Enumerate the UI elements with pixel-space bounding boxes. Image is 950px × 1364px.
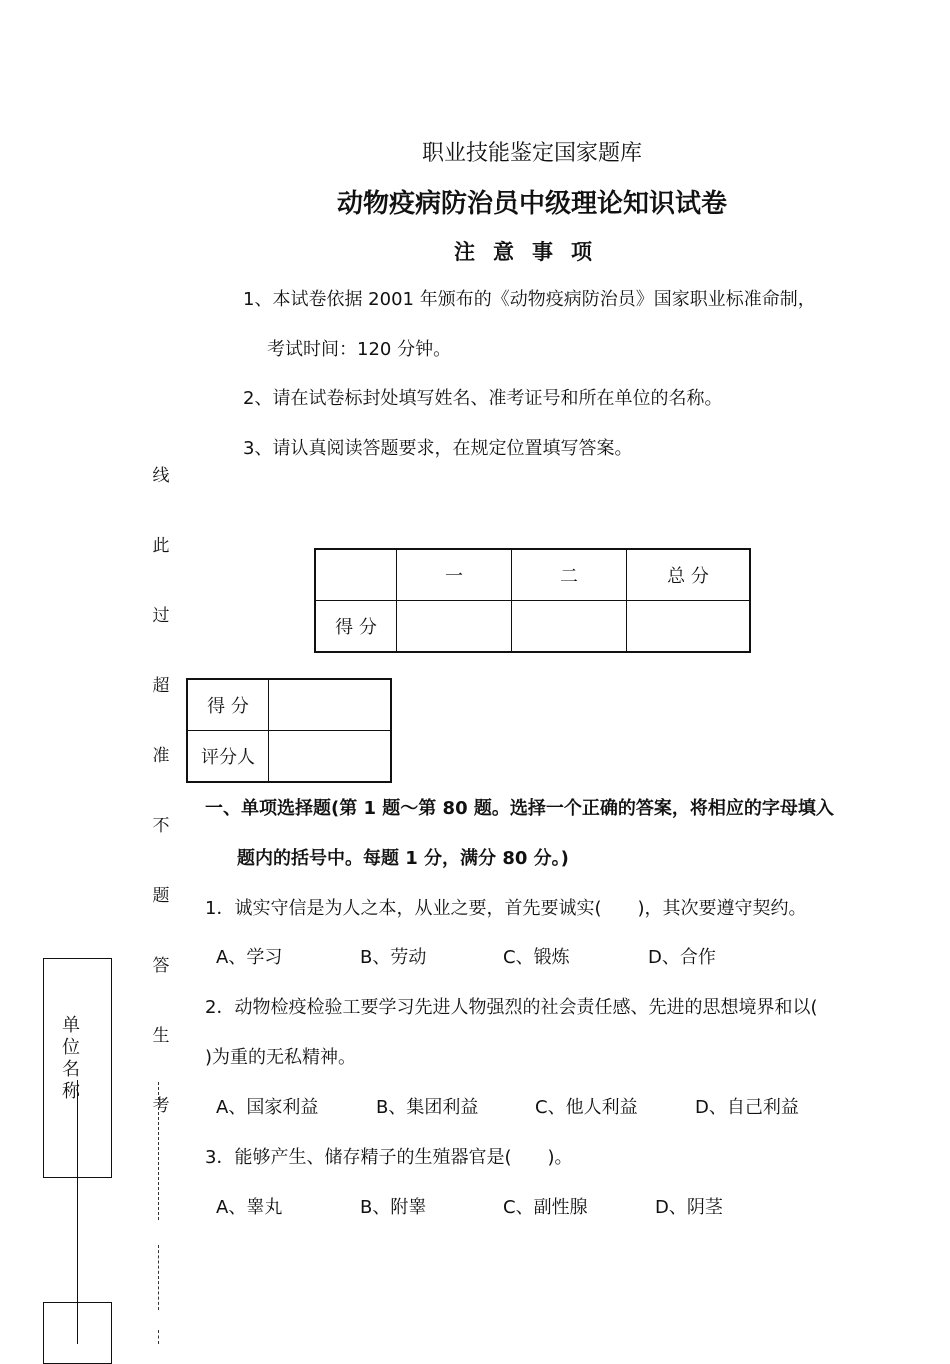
question-option: A、学习: [216, 947, 283, 968]
side-char: 答: [152, 956, 170, 976]
side-char: 不: [152, 816, 170, 836]
question-option: C、锻炼: [503, 947, 570, 968]
note-2: 2、请在试卷标封处填写姓名、准考证号和所在单位的名称。: [243, 388, 723, 409]
candidate-info-box[interactable]: [43, 1302, 112, 1364]
exam-title: 动物疫病防治员中级理论知识试卷: [336, 189, 727, 219]
score-table-header-part2: 二: [512, 549, 627, 601]
question-option: D、自己利益: [695, 1097, 799, 1118]
note-1: 1、本试卷依据 2001 年颁布的《动物疫病防治员》国家职业标准命制，: [243, 289, 816, 310]
section-grader-table: [186, 678, 392, 783]
section1-heading: 一、单项选择题(第 1 题～第 80 题。选择一个正确的答案，将相应的字母填入: [205, 798, 834, 819]
question-text: 3．能够产生、储存精子的生殖器官是( )。: [205, 1147, 573, 1168]
score-table-header-part1: 一: [397, 549, 512, 601]
exam-subtitle: 职业技能鉴定国家题库: [421, 141, 642, 166]
question-option: A、睾丸: [216, 1197, 283, 1218]
score-summary-table: [314, 548, 751, 653]
question-text: 1．诚实守信是为人之本，从业之要，首先要诚实( )，其次要遵守契约。: [205, 898, 807, 919]
side-char: 线: [152, 466, 170, 486]
side-char: 准: [152, 746, 170, 766]
grader-score-label: 得 分: [187, 679, 269, 731]
score-cell-part2[interactable]: [512, 601, 627, 653]
question-text-cont: )为重的无私精神。: [205, 1047, 357, 1068]
grader-name-cell[interactable]: [269, 731, 392, 783]
notes-title: 注意事项: [454, 240, 610, 264]
cut-line: [158, 1245, 159, 1310]
side-char: 超: [152, 676, 170, 696]
grader-score-cell[interactable]: [269, 679, 392, 731]
cut-line: [158, 1330, 159, 1344]
side-char: 过: [152, 606, 170, 626]
question-text: 2．动物检疫检验工要学习先进人物强烈的社会责任感、先进的思想境界和以(: [205, 997, 818, 1018]
note-1-continued: 考试时间：120 分钟。: [267, 339, 452, 360]
grader-name-label: 评分人: [187, 731, 269, 783]
score-table-corner: [315, 549, 397, 601]
cut-line: [158, 1082, 159, 1220]
question-option: C、副性腺: [503, 1197, 588, 1218]
score-table-header-total: 总 分: [627, 549, 751, 601]
score-table-row-label: 得 分: [315, 601, 397, 653]
question-option: A、国家利益: [216, 1097, 319, 1118]
side-char: 此: [152, 536, 170, 556]
side-char: 考: [152, 1096, 170, 1116]
question-option: B、劳动: [360, 947, 427, 968]
question-option: D、阴茎: [655, 1197, 723, 1218]
side-char: 题: [152, 886, 170, 906]
side-char: 生: [152, 1026, 170, 1046]
question-option: D、合作: [648, 947, 716, 968]
score-cell-total[interactable]: [627, 601, 751, 653]
question-option: C、他人利益: [535, 1097, 638, 1118]
unit-name-label: 单位名称: [62, 1015, 80, 1102]
note-3: 3、请认真阅读答题要求，在规定位置填写答案。: [243, 438, 633, 459]
question-option: B、附睾: [360, 1197, 427, 1218]
score-cell-part1[interactable]: [397, 601, 512, 653]
question-option: B、集团利益: [376, 1097, 479, 1118]
section1-heading-cont: 题内的括号中。每题 1 分，满分 80 分。): [237, 848, 569, 869]
